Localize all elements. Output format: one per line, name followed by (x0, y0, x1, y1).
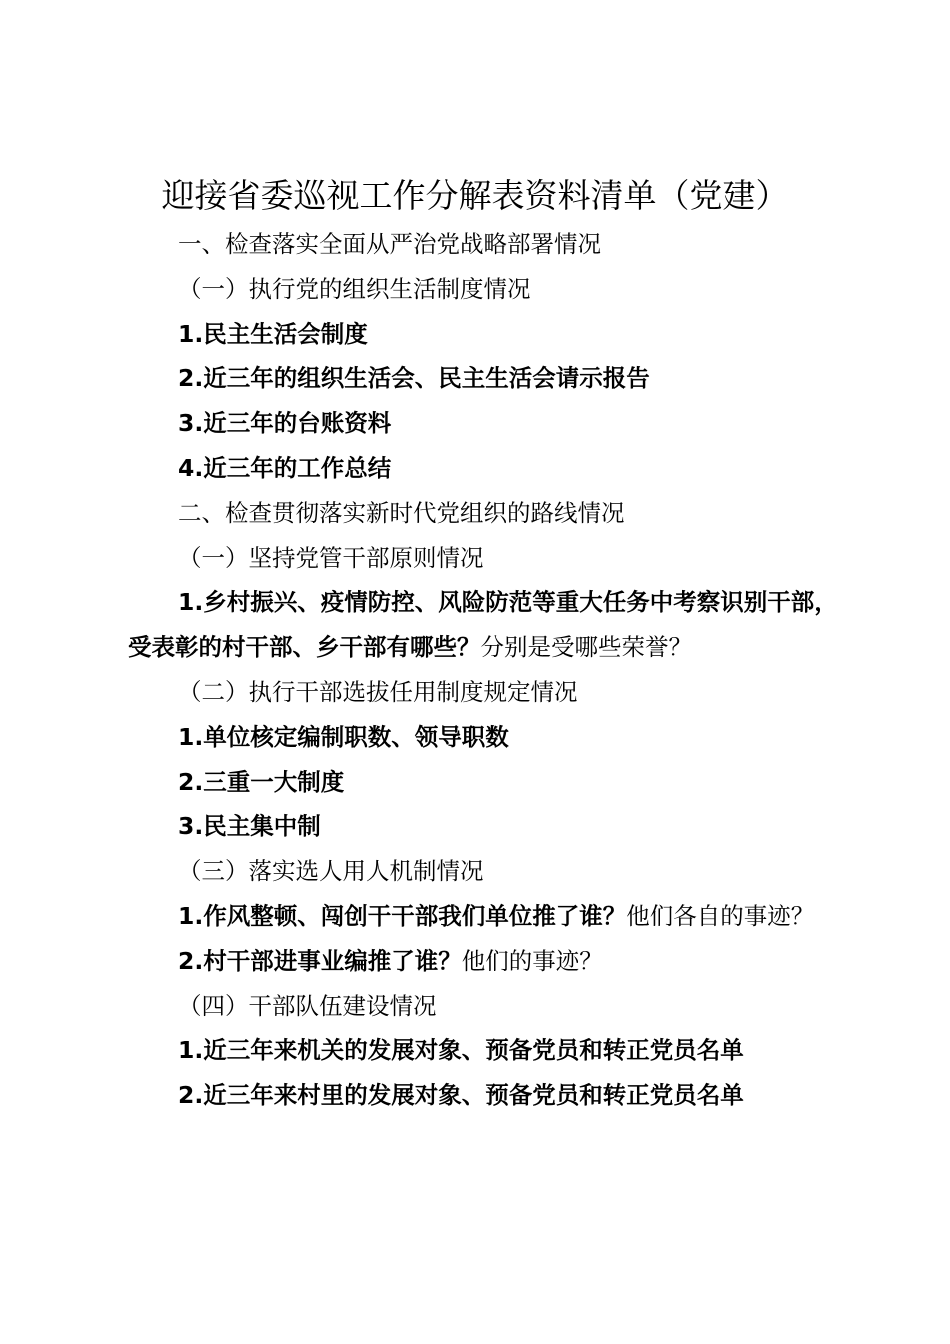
list-item-bold-text: 1.乡村振兴、疫情防控、风险防范等重大任务中考察识别干部，受表彰的村干部、乡干部有哪些？ (128, 588, 838, 662)
list-item-bold-text: 1.作风整顿、闯创干干部我们单位推了谁？ (178, 901, 627, 930)
list-item-bold-text: 2.近三年的组织生活会、民主生活会请示报告 (178, 364, 650, 393)
list-item-bold-text: 1.民主生活会制度 (178, 319, 368, 348)
paragraph-text: （一）坚持党管干部原则情况 (178, 543, 484, 572)
list-item-bold-text: 2.三重一大制度 (178, 767, 345, 796)
list-item (128, 401, 840, 446)
list-item-bold-text: 4.近三年的工作总结 (178, 453, 392, 482)
list-item-normal-text: 他们的事迹？ (461, 946, 603, 975)
subsection-heading (128, 267, 840, 312)
paragraph-text: （一）执行党的组织生活制度情况 (178, 274, 531, 303)
list-item-normal-text: 他们各自的事迹？ (626, 901, 815, 930)
section-heading-2 (128, 491, 840, 536)
section-heading-1 (128, 222, 840, 267)
list-item (128, 580, 840, 670)
list-item (128, 894, 840, 939)
paragraph-text: 一、检查落实全面从严治党战略部署情况 (178, 230, 601, 258)
list-item-bold-text: 2.近三年来村里的发展对象、预备党员和转正党员名单 (178, 1081, 744, 1110)
list-item (128, 804, 840, 849)
list-item-bold-text: 3.民主集中制 (178, 812, 321, 841)
list-item-normal-text: 分别是受哪些荣誉？ (480, 633, 692, 662)
list-item (128, 312, 840, 357)
list-item (128, 446, 840, 491)
paragraph-text: （三）落实选人用人机制情况 (178, 857, 484, 886)
list-item-bold-text: 2.村干部进事业编推了谁？ (178, 946, 462, 975)
subsection-heading (128, 670, 840, 715)
subsection-heading (128, 984, 840, 1029)
paragraph-text: （四）干部队伍建设情况 (178, 991, 437, 1020)
list-item-bold-text: 1.单位核定编制职数、领导职数 (178, 722, 509, 751)
list-item (128, 1028, 840, 1073)
paragraph-text: （二）执行干部选拔任用制度规定情况 (178, 677, 578, 706)
list-item (128, 1073, 840, 1118)
subsection-heading (128, 536, 840, 581)
list-item (128, 760, 840, 805)
paragraph-text: 二、检查贯彻落实新时代党组织的路线情况 (178, 498, 625, 527)
list-item (128, 715, 840, 760)
document-body (128, 222, 840, 1118)
subsection-heading (128, 849, 840, 894)
list-item-bold-text: 3.近三年的台账资料 (178, 409, 392, 438)
list-item (128, 356, 840, 401)
list-item-bold-text: 1.近三年来机关的发展对象、预备党员和转正党员名单 (178, 1036, 744, 1065)
document-title: 迎接省委巡视工作分解表资料清单（党建） (161, 176, 789, 215)
list-item (128, 939, 840, 984)
